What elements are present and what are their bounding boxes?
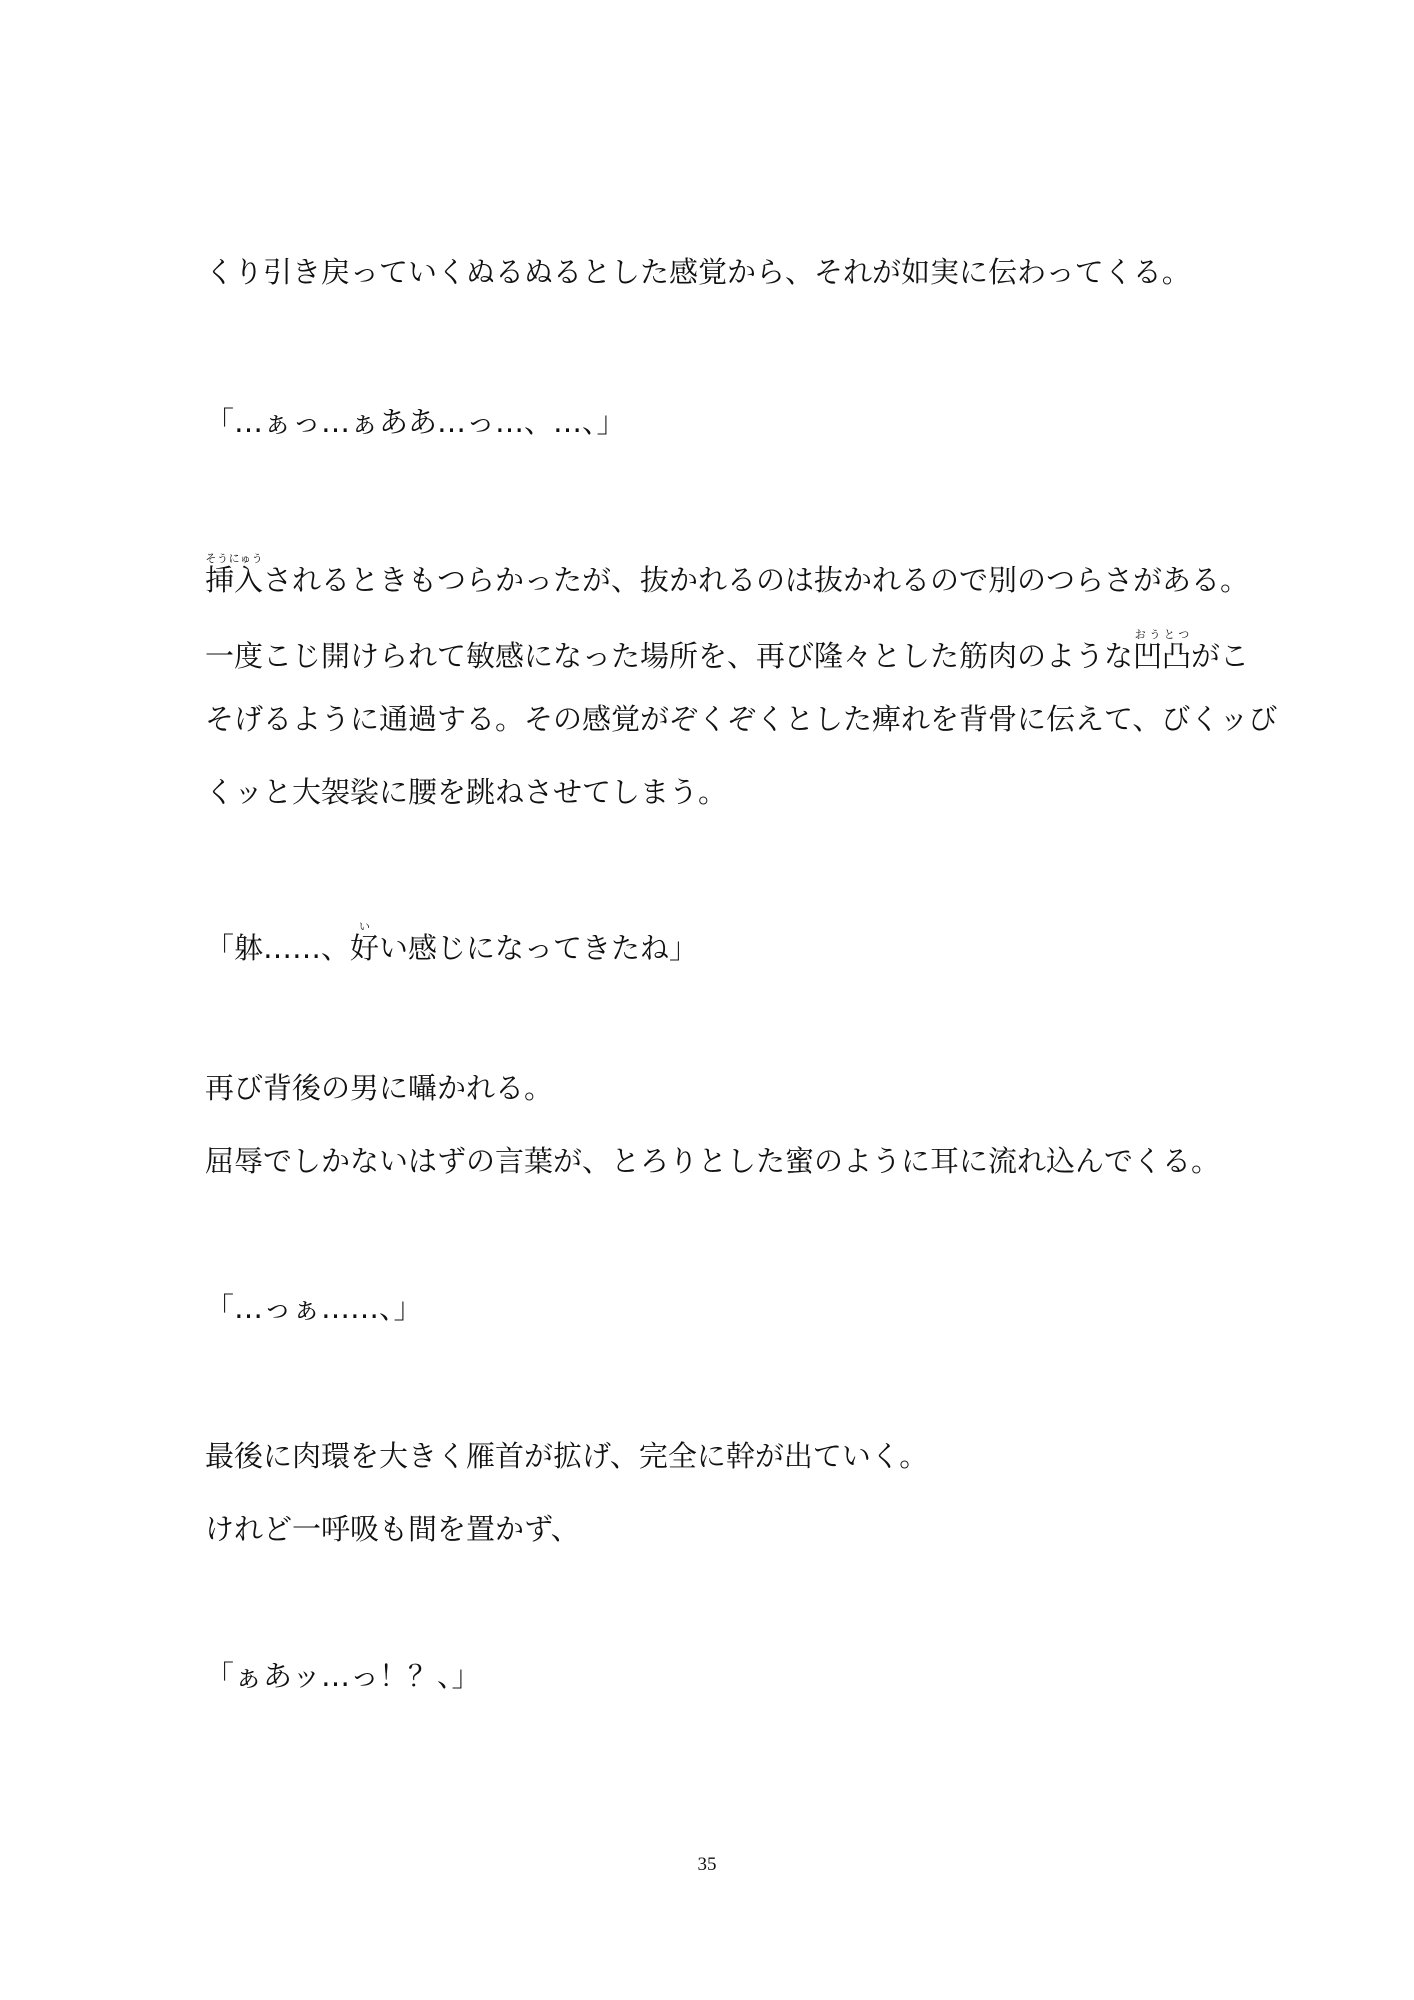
line-text: がこ bbox=[1191, 639, 1250, 673]
ruby-annotation: 挿入そうにゅう bbox=[205, 552, 264, 597]
line-text: 「躰……、 bbox=[205, 931, 351, 965]
line-text: くり引き戻っていくぬるぬるとした感覚から、それが如実に伝わってくる。 bbox=[205, 255, 1191, 289]
line-text: 一度こじ開けられて敏感になった場所を、再び隆々とした筋肉のような bbox=[205, 639, 1134, 673]
text-line-6 bbox=[205, 772, 727, 812]
text-line-1 bbox=[205, 252, 1191, 292]
page-number: 35 bbox=[697, 1854, 717, 1875]
line-text: 「…ぁっ…ぁああ…っ…、…、」 bbox=[205, 405, 626, 439]
line-text: 「ぁあッ…っ！？、」 bbox=[205, 1659, 481, 1693]
text-line-13 bbox=[205, 1656, 481, 1696]
line-text: い感じになってきたね」 bbox=[379, 931, 699, 965]
text-line-7 bbox=[205, 920, 698, 968]
line-text: 再び背後の男に囁かれる。 bbox=[205, 1071, 554, 1105]
line-text: そげるように通過する。その感覚がぞくぞくとした痺れを背骨に伝えて、びくッび bbox=[205, 702, 1278, 736]
text-line-5 bbox=[205, 699, 1277, 739]
text-line-3 bbox=[205, 552, 1249, 600]
text-line-2 bbox=[205, 402, 626, 442]
line-text: 最後に肉環を大きく雁首が拡げ、完全に幹が出ていく。 bbox=[205, 1439, 929, 1473]
text-line-8 bbox=[205, 1068, 553, 1108]
ruby-annotation: 好い bbox=[350, 920, 380, 965]
ruby-annotation: 凹凸おうとつ bbox=[1133, 628, 1192, 673]
text-line-12 bbox=[205, 1509, 580, 1549]
line-text: されるときもつらかったが、抜かれるのは抜かれるので別のつらさがある。 bbox=[263, 563, 1250, 597]
line-text: 「…っぁ……、」 bbox=[205, 1291, 423, 1325]
text-line-4 bbox=[205, 628, 1249, 676]
text-line-11 bbox=[205, 1436, 928, 1476]
line-text: くッと大袈裟に腰を跳ねさせてしまう。 bbox=[205, 775, 728, 809]
line-text: けれど一呼吸も間を置かず、 bbox=[205, 1512, 580, 1546]
text-line-10 bbox=[205, 1288, 423, 1328]
line-text: 屈辱でしかないはずの言葉が、とろりとした蜜のように耳に流れ込んでくる。 bbox=[205, 1144, 1221, 1178]
text-line-9 bbox=[205, 1141, 1220, 1181]
